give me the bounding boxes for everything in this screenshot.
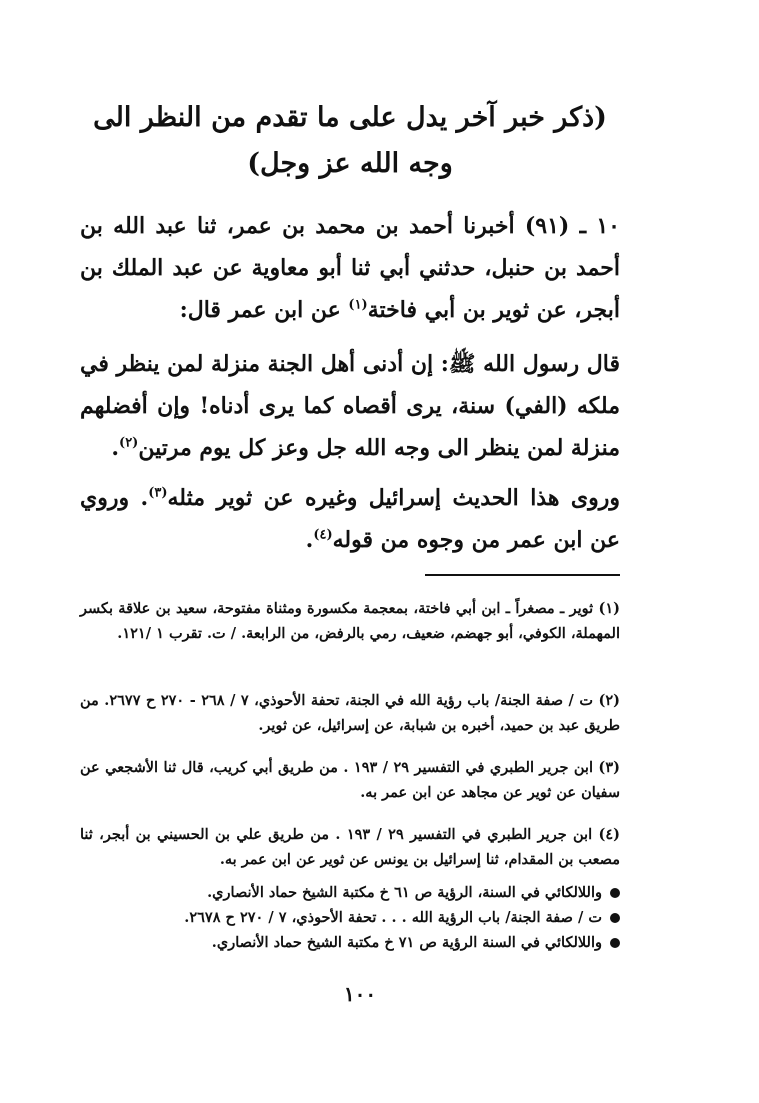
footnote-divider xyxy=(425,574,620,576)
paragraph-text: قال رسول الله ﷺ: إن أدنى أهل الجنة منزلة لمن ينظر في ملكه (الفي) سنة، يرى أقصاه كما يرى أدناه! وإن أفضلهم منزلة لمن ينظر الى وجه الله جل وعز كل يوم مرتين xyxy=(80,351,620,461)
bullet-text: واللالكائي في السنة، الرؤية ص ٦١ خ مكتبة الشيخ حماد الأنصاري. xyxy=(207,884,602,901)
bullet-item xyxy=(80,905,620,930)
paragraph-text-tail: عن ابن عمر قال: xyxy=(179,297,349,323)
footnote-marker-1: (١) xyxy=(348,297,368,313)
narration-note-paragraph xyxy=(80,477,620,561)
bullet-dot-icon xyxy=(610,913,620,923)
bullet-dot-icon xyxy=(610,888,620,898)
bullet-text: ت / صفة الجنة/ باب الرؤية الله . . . تحفة الأحوذي، ٧ / ٢٧٠ ح ٢٦٧٨. xyxy=(184,909,602,926)
footnote-3: (٣) ابن جرير الطبري في التفسير ٢٩ / ١٩٣ . من طريق أبي كريب، قال ثنا الأشجعي عن سفيان عن ثوير عن مجاهد عن ابن عمر به. xyxy=(80,759,620,801)
bullet-text: واللالكائي في السنة الرؤية ص ٧١ خ مكتبة الشيخ حماد الأنصاري. xyxy=(211,934,602,951)
footnote-marker-3: (٣) xyxy=(148,485,168,501)
paragraph-text-tail: . xyxy=(305,527,314,553)
hadith-matn-paragraph xyxy=(80,343,620,469)
footnote-marker-2: (٢) xyxy=(119,435,139,451)
hadith-isnad-paragraph xyxy=(80,205,620,331)
section-heading: (ذكر خبر آخر يدل على ما تقدم من النظر الى وجه الله عز وجل) xyxy=(93,102,607,179)
paragraph-text-tail: . xyxy=(111,435,120,461)
bullet-item xyxy=(80,930,620,955)
paragraph-text: ١٠ ـ (٩١) أخبرنا أحمد بن محمد بن عمر، ثنا عبد الله بن أحمد بن حنبل، حدثني أبي ثنا أبو معاوية عن عبد الملك بن أبجر، عن ثوير بن أبي فاختة xyxy=(80,213,620,323)
bullet-dot-icon xyxy=(610,938,620,948)
paragraph-text-mid: . وروي عن ابن عمر من وجوه من قوله xyxy=(80,485,620,553)
page-number: ١٠٠ xyxy=(343,982,377,1006)
paragraph-text: وروى هذا الحديث إسرائيل وغيره عن ثوير مثله xyxy=(167,485,620,511)
footnote-1: (١) ثوير ـ مصغراً ـ ابن أبي فاختة، بمعجمة مكسورة ومثناة مفتوحة، سعيد بن علاقة بكسر المهملة، الكوفي، أبو جهضم، ضعيف، رمي بالرفض، من الرابعة. / ت. تقرب ١ /١٢١. xyxy=(80,600,620,642)
footnote-marker-4: (٤) xyxy=(313,527,333,543)
footnote-4: (٤) ابن جرير الطبري في التفسير ٢٩ / ١٩٣ . من طريق علي بن الحسيني بن أبجر، ثنا مصعب بن المقدام، ثنا إسرائيل بن يونس عن ثوير عن ابن عمر به. xyxy=(80,826,620,868)
reference-bullet-list xyxy=(80,880,620,955)
footnote-2: (٢) ت / صفة الجنة/ باب رؤية الله في الجنة، تحفة الأحوذي، ٧ / ٢٦٨ - ٢٧٠ ح ٢٦٧٧. من طريق عبد بن حميد، أخبره بن شبابة، عن إسرائيل، عن ثوير. xyxy=(80,692,620,734)
bullet-item xyxy=(80,880,620,905)
